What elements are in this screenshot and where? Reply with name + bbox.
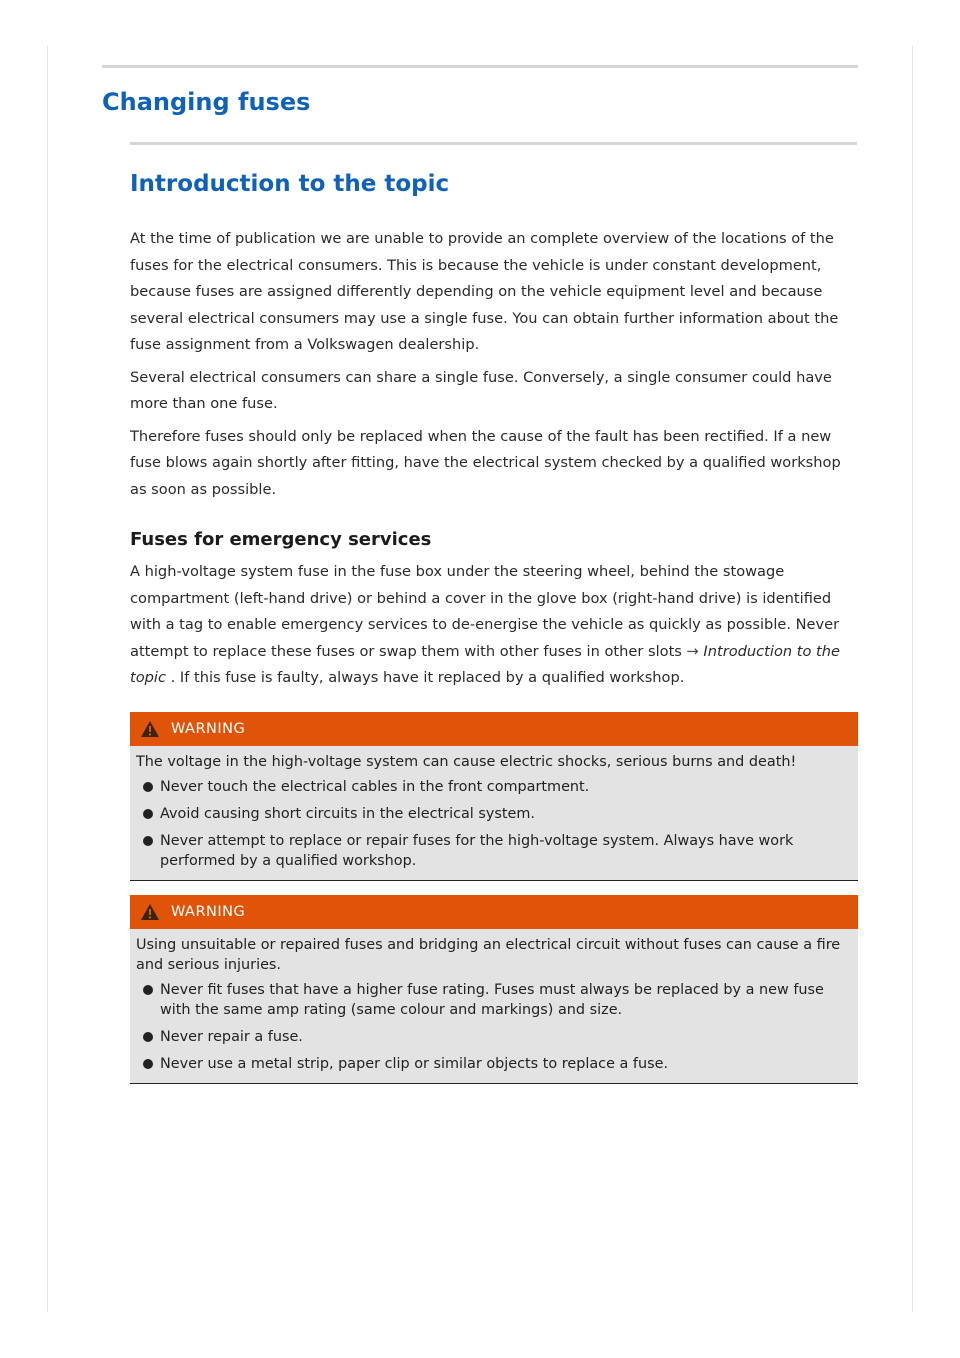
chapter-title: Changing fuses xyxy=(102,88,311,116)
warning-item xyxy=(136,777,846,797)
warning-item-text: Never attempt to replace or repair fuses for the high-voltage system. Always have work performed by a qualified workshop. xyxy=(160,832,794,869)
warning-item xyxy=(136,1054,846,1074)
emergency-paragraph xyxy=(130,559,858,692)
warning-item xyxy=(136,980,846,1020)
warning-box-high-voltage xyxy=(130,712,858,881)
warning-item xyxy=(136,804,846,824)
warning-header xyxy=(130,895,858,929)
bullet-icon xyxy=(143,1059,153,1069)
warning-item-text: Never use a metal strip, paper clip or similar objects to replace a fuse. xyxy=(160,1055,669,1072)
warning-body xyxy=(130,746,858,880)
warning-label: WARNING xyxy=(171,720,246,737)
xref-arrow-icon: → xyxy=(686,642,699,660)
warning-triangle-icon xyxy=(140,720,160,738)
warning-item-text: Avoid causing short circuits in the electrical system. xyxy=(160,805,535,822)
replacement-paragraph: Therefore fuses should only be replaced when the cause of the fault has been rectified. If a new fuse blows again shortly after fitting, have the electrical system checked by a qualified workshop as soon as possible. xyxy=(130,427,841,498)
shared-fuse-paragraph: Several electrical consumers can share a single fuse. Conversely, a single consumer could have more than one fuse. xyxy=(130,368,832,412)
chapter-top-rule xyxy=(102,65,858,68)
warning-label: WARNING xyxy=(171,903,246,920)
intro-paragraph: At the time of publication we are unable to provide an complete overview of the locations of the fuses for the electrical consumers. This is because the vehicle is under constant development, because fuses are assigned differently depending on the vehicle equipment level and because several electrical consumers may use a single fuse. You can obtain further information about the fuse assignment from a Volkswagen dealership. xyxy=(130,230,839,353)
warning-list xyxy=(136,980,846,1074)
xref-link-label: Introduction to the topic xyxy=(130,642,840,686)
emergency-text-after: . If this fuse is faulty, always have it replaced by a qualified workshop. xyxy=(166,669,685,686)
warning-item-text: Never repair a fuse. xyxy=(160,1028,303,1045)
bullet-icon xyxy=(143,1032,153,1042)
warning-item-text: Never fit fuses that have a higher fuse rating. Fuses must always be replaced by a new fuse with the same amp rating (same colour and markings) and size. xyxy=(160,981,824,1018)
page-margin-left xyxy=(47,46,48,1312)
warning-triangle-icon xyxy=(140,903,160,921)
page-margin-right xyxy=(912,46,913,1312)
warning-header xyxy=(130,712,858,746)
section-rule xyxy=(130,142,857,145)
warning-body xyxy=(130,929,858,1083)
bullet-icon xyxy=(143,809,153,819)
main-content xyxy=(130,164,858,1084)
warning-list xyxy=(136,777,846,871)
warning-intro: The voltage in the high-voltage system can cause electric shocks, serious burns and death! xyxy=(136,753,797,770)
bullet-icon xyxy=(143,836,153,846)
bullet-icon xyxy=(143,985,153,995)
section-title: Introduction to the topic xyxy=(130,171,450,197)
warning-box-unsuitable-fuses xyxy=(130,895,858,1084)
bullet-icon xyxy=(143,782,153,792)
warning-item xyxy=(136,831,846,871)
warning-item xyxy=(136,1027,846,1047)
warning-intro: Using unsuitable or repaired fuses and bridging an electrical circuit without fuses can cause a fire and serious injuries. xyxy=(136,936,841,973)
subsection-title-emergency: Fuses for emergency services xyxy=(130,529,432,550)
emergency-text-before: A high-voltage system fuse in the fuse box under the steering wheel, behind the stowage compartment (left-hand drive) or behind a cover in the glove box (right-hand drive) is identified with a tag to enable emergency services to de-energise the vehicle as quickly as possible. Never attempt to replace these fuses or swap them with other fuses in other slots xyxy=(130,563,840,660)
warning-item-text: Never touch the electrical cables in the front compartment. xyxy=(160,778,590,795)
